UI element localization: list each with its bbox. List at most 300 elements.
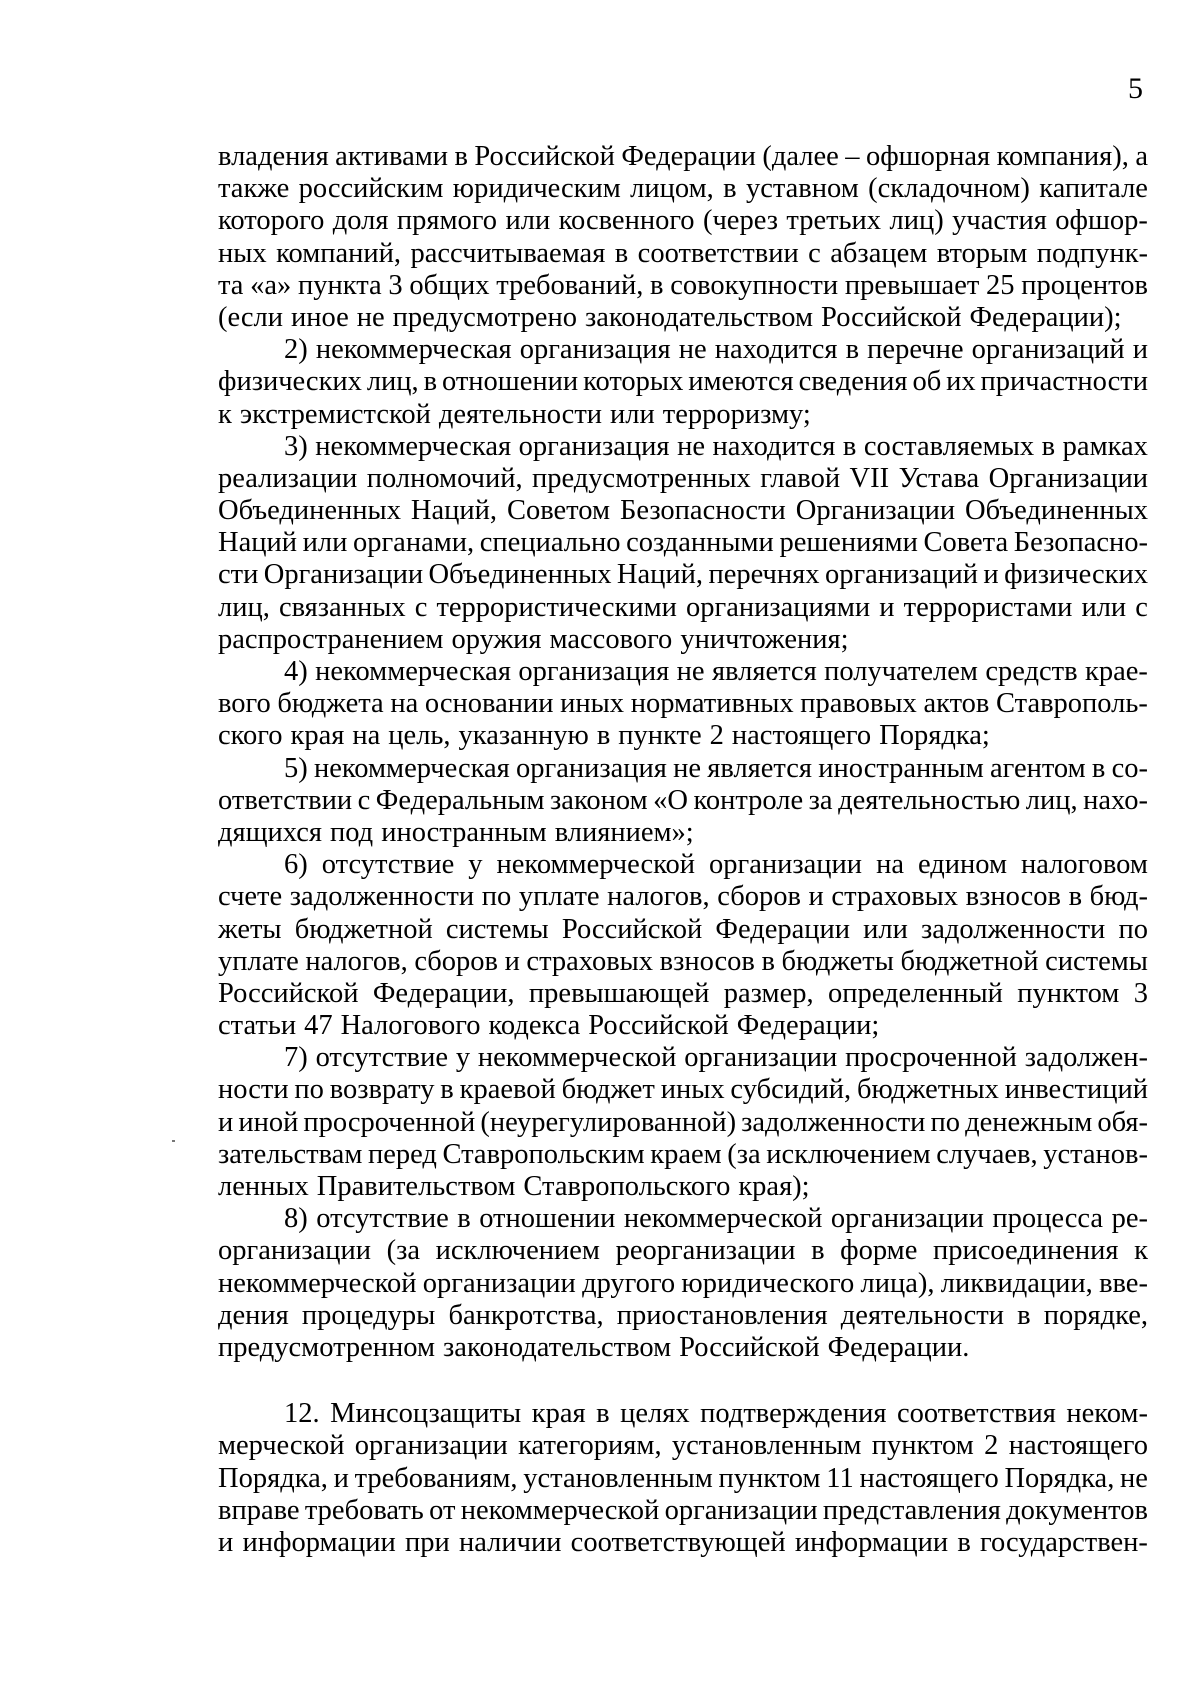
word: или: [863, 913, 908, 945]
text-line: [218, 1463, 1148, 1495]
word: косвенного: [558, 205, 695, 237]
word: капитале: [1039, 173, 1148, 205]
word: юридического: [681, 1267, 855, 1299]
word: получателем: [824, 656, 978, 687]
word: и: [218, 1106, 234, 1138]
word: на: [876, 849, 904, 881]
word: некоммерческой: [477, 1042, 677, 1074]
word: уставном: [745, 173, 859, 205]
word: категориям,: [518, 1430, 662, 1462]
word: задолженности: [289, 881, 475, 913]
text-line: [218, 1300, 1148, 1332]
word: организации: [684, 1042, 838, 1074]
word: 4): [284, 656, 308, 687]
word: бюджетных: [856, 1074, 999, 1106]
word: системы: [1045, 945, 1148, 977]
text-line: [218, 881, 1148, 913]
word: (если: [218, 301, 283, 333]
word: Российской: [588, 1010, 729, 1042]
word: установ-: [1043, 1138, 1148, 1170]
word: и: [879, 591, 895, 623]
word: требований,: [496, 269, 644, 301]
word: исключением: [766, 1138, 931, 1170]
word: а: [1135, 141, 1148, 172]
word: форме: [840, 1235, 918, 1267]
word: связанных: [278, 591, 406, 623]
document-body: [218, 141, 1148, 1559]
word: лиц): [889, 205, 944, 237]
word: определенный: [827, 977, 1003, 1009]
word: перед: [367, 1138, 437, 1170]
word: основании: [424, 688, 554, 720]
word: возврату: [329, 1074, 435, 1106]
word: в: [845, 334, 860, 366]
word: распространением: [218, 623, 444, 655]
word: установленным: [523, 1462, 713, 1494]
word: статьи: [218, 1010, 297, 1042]
word: пунктом: [1017, 977, 1120, 1009]
word: является: [707, 752, 812, 784]
text-line: [218, 559, 1148, 591]
word: некоммерческая: [313, 752, 510, 784]
word: лиц,: [1025, 784, 1078, 816]
word: компания),: [996, 141, 1129, 172]
word: является: [711, 656, 817, 687]
word: при: [405, 1526, 450, 1558]
word: пункта: [298, 269, 382, 301]
word: совокупности: [670, 269, 839, 301]
word: случаев,: [936, 1138, 1038, 1170]
word: Российской: [561, 913, 703, 945]
word: уплате: [518, 881, 600, 913]
word: некоммерческая: [315, 334, 512, 366]
word: рассчитываемая: [410, 237, 606, 269]
page-number: 5: [1128, 72, 1143, 105]
text-line: [218, 431, 1148, 463]
word: страховых: [831, 881, 959, 913]
word: об: [912, 366, 942, 398]
word: организация: [518, 656, 670, 687]
word: организации: [422, 1267, 576, 1299]
word: Объединенных: [965, 495, 1148, 527]
text-line: [218, 849, 1148, 881]
word: бюджета: [277, 688, 384, 720]
word: Федерации: [715, 913, 851, 945]
word: (за: [386, 1235, 421, 1267]
word: влиянием»;: [554, 816, 694, 848]
word: лиц,: [218, 591, 270, 623]
word: не: [356, 301, 385, 333]
text-line: [218, 399, 1148, 431]
word: краевой: [459, 1074, 556, 1106]
word: законом: [550, 784, 648, 816]
word: сборов: [414, 945, 499, 977]
text-line: [218, 1171, 1148, 1203]
text-line: [218, 366, 1148, 398]
word: Налогового: [340, 1010, 481, 1042]
word: сведения: [798, 366, 908, 398]
word: организация: [518, 430, 670, 462]
word: Наций,: [410, 495, 498, 527]
word: Совета: [923, 527, 1009, 559]
word: «О: [653, 784, 688, 816]
word: организация: [519, 334, 671, 366]
text-line: [218, 1398, 1148, 1430]
word: не: [677, 430, 705, 462]
word: причастности: [980, 366, 1148, 398]
word: указанную: [458, 720, 589, 752]
word: налогов,: [305, 945, 408, 977]
word: отсутствие: [315, 1042, 449, 1074]
word: абзацем: [830, 237, 928, 269]
word: Устава: [898, 462, 980, 494]
word: деятельности: [840, 1299, 1004, 1331]
word: подтверждения: [700, 1398, 887, 1430]
word: 6): [284, 849, 308, 881]
word: контроле: [693, 784, 804, 816]
text-line: [218, 238, 1148, 270]
word: иностранным: [818, 752, 984, 784]
word: третьих: [786, 205, 882, 237]
word: отсутствие: [321, 849, 455, 881]
word: превышает: [844, 269, 980, 301]
word: в: [614, 237, 629, 269]
word: составляемых: [863, 430, 1035, 462]
word: 3: [1133, 977, 1148, 1009]
word: физических: [1004, 559, 1148, 591]
word: требованиям,: [354, 1462, 518, 1494]
word: с: [808, 237, 821, 269]
text-line: [218, 527, 1148, 559]
word: краем: [650, 1138, 722, 1170]
word: компаний,: [276, 237, 402, 269]
word: края: [531, 1398, 586, 1430]
word: террористами: [903, 591, 1073, 623]
word: решениями: [779, 527, 918, 559]
word: пунктом: [871, 1430, 974, 1462]
word: Ставропольского: [523, 1171, 731, 1202]
word: –: [845, 141, 860, 172]
word: от: [429, 1494, 456, 1526]
word: организации: [830, 1203, 984, 1235]
word: в: [454, 141, 468, 172]
word: и: [504, 945, 520, 977]
word: уничтожения;: [680, 623, 849, 655]
word: Организации: [263, 559, 424, 591]
text-line: [218, 141, 1148, 173]
word: не: [678, 334, 707, 366]
word: бюджет: [561, 1074, 655, 1106]
word: Федеральным: [375, 784, 545, 816]
word: информации: [794, 1526, 949, 1558]
word: некоммерческая: [315, 430, 512, 462]
word: денежным: [965, 1106, 1093, 1138]
word: в: [842, 430, 857, 462]
word: уплате: [218, 945, 299, 977]
word: 12.: [284, 1398, 320, 1430]
word: Федерации;: [736, 1010, 880, 1042]
word: соответствии: [637, 237, 799, 269]
word: к: [218, 398, 232, 430]
word: неком-: [1066, 1398, 1148, 1430]
word: организации: [709, 849, 863, 881]
word: организаций: [971, 334, 1125, 366]
word: в: [423, 366, 438, 398]
word: сти: [218, 559, 259, 591]
text-line: [218, 1107, 1148, 1139]
word: порядке,: [1043, 1299, 1148, 1331]
word: дения: [218, 1299, 289, 1331]
word: или: [302, 527, 348, 559]
word: едином: [918, 849, 1008, 881]
word: страховых: [526, 945, 654, 977]
word: по: [1118, 913, 1148, 945]
text-line: [218, 1527, 1148, 1559]
word: не: [676, 656, 705, 687]
word: оружия: [451, 623, 542, 655]
word: рамках: [1062, 430, 1148, 462]
text-line: [218, 753, 1148, 785]
word: которых: [583, 366, 684, 398]
word: по: [294, 1074, 324, 1106]
word: законодательством: [443, 1331, 672, 1363]
word: 2: [984, 1430, 999, 1462]
word: и: [983, 559, 999, 591]
word: (далее: [762, 141, 839, 172]
text-line: [218, 463, 1148, 495]
word: установленным: [671, 1430, 862, 1462]
word: настоящего: [731, 720, 872, 752]
text-line: [218, 656, 1148, 688]
text-line: [218, 688, 1148, 720]
text-line: [218, 1235, 1148, 1267]
word: бюд-: [1089, 881, 1148, 913]
word: ответствии: [218, 784, 353, 816]
text-line: [218, 817, 1148, 849]
word: российским: [298, 173, 444, 205]
word: целях: [620, 1398, 690, 1430]
word: некоммерческая: [315, 656, 511, 687]
text-line: [218, 1042, 1148, 1074]
word: отсутствие: [316, 1203, 449, 1235]
word: инвестиций: [1004, 1074, 1148, 1106]
word: на: [352, 720, 381, 752]
word: задолжен-: [1024, 1042, 1148, 1074]
word: юридическим: [452, 173, 621, 205]
word: в: [1017, 1299, 1031, 1331]
word: (неурегулированной): [480, 1106, 737, 1138]
word: 2: [709, 720, 724, 752]
word: у: [468, 849, 483, 881]
word: нахо-: [1083, 784, 1148, 816]
word: задолженности: [741, 1106, 926, 1138]
word: реализации: [218, 462, 358, 494]
word: в: [761, 945, 775, 977]
word: с: [357, 784, 371, 816]
text-line: [218, 592, 1148, 624]
word: вправе: [218, 1494, 300, 1526]
word: лиц,: [366, 366, 419, 398]
word: цель,: [388, 720, 451, 752]
text-line: [218, 1268, 1148, 1300]
text-line: [218, 173, 1148, 205]
word: присоединения: [932, 1235, 1119, 1267]
word: 7): [284, 1042, 308, 1074]
word: экстремистской: [239, 398, 431, 430]
word: не: [1120, 1462, 1148, 1494]
word: представления: [822, 1494, 1001, 1526]
word: или: [610, 398, 655, 430]
word: организациями: [686, 591, 871, 623]
word: некоммерческой: [218, 1267, 417, 1299]
word: в: [440, 1074, 454, 1106]
word: ликвидации,: [940, 1267, 1093, 1299]
word: находится: [714, 334, 838, 366]
word: просроченной: [303, 1106, 476, 1138]
word: не: [673, 752, 702, 784]
word: Ставрополь-: [996, 688, 1148, 720]
word: организаций: [824, 559, 978, 591]
word: организация: [516, 752, 667, 784]
word: с: [1135, 591, 1148, 623]
word: соответствия: [896, 1398, 1056, 1430]
word: Безопасности: [619, 495, 786, 527]
word: ности: [218, 1074, 289, 1106]
word: Российской: [679, 1331, 820, 1363]
word: 5): [284, 752, 308, 784]
word: отношении: [441, 366, 579, 398]
text-line: [218, 624, 1148, 656]
word: Безопасно-: [1013, 527, 1148, 559]
word: процедуры: [301, 1299, 436, 1331]
text-line: [218, 1430, 1148, 1462]
word: главой: [760, 462, 841, 494]
word: другого: [582, 1267, 676, 1299]
word: обя-: [1097, 1106, 1148, 1138]
word: массового: [549, 623, 673, 655]
word: иных: [560, 688, 625, 720]
text-line: [218, 1332, 1148, 1364]
word: требовать: [304, 1494, 424, 1526]
word: в: [811, 1235, 825, 1267]
word: законодательством: [584, 301, 814, 333]
word: пункте: [618, 720, 702, 752]
word: просроченной: [845, 1042, 1017, 1074]
word: бюджетной: [294, 913, 433, 945]
word: Порядка;: [879, 720, 990, 752]
word: активами: [335, 141, 449, 172]
text-line: [218, 270, 1148, 302]
word: государствен-: [980, 1526, 1148, 1558]
word: Федерации);: [969, 301, 1122, 333]
word: 47: [304, 1010, 333, 1042]
word: лицом,: [630, 173, 714, 205]
word: в: [650, 269, 664, 301]
word: приостановления: [616, 1299, 828, 1331]
word: нормативных: [630, 688, 794, 720]
word: офшорная: [865, 141, 991, 172]
word: находится: [712, 430, 836, 462]
word: информации: [242, 1526, 396, 1558]
word: Наций,: [616, 559, 704, 591]
word: Ставропольским: [442, 1138, 645, 1170]
word: или: [505, 205, 551, 237]
word: специально: [479, 527, 621, 559]
word: вого: [218, 688, 271, 720]
word: предусмотренном: [218, 1331, 436, 1363]
word: средств: [985, 656, 1078, 687]
word: офшор-: [1055, 205, 1148, 237]
word: Организации: [988, 462, 1148, 494]
word: деятельности: [438, 398, 603, 430]
text-line: [218, 1010, 1148, 1042]
word: общих: [409, 269, 490, 301]
word: в: [1091, 752, 1106, 784]
word: VII: [849, 462, 890, 494]
word: в: [596, 1398, 610, 1430]
word: агентом: [989, 752, 1086, 784]
word: также: [218, 173, 290, 205]
word: реорганизации: [615, 1235, 796, 1267]
word: террористическими: [436, 591, 677, 623]
word: сборов: [717, 881, 801, 913]
word: (за: [727, 1138, 761, 1170]
word: 3: [388, 269, 403, 301]
word: кодекса: [488, 1010, 581, 1042]
word: та: [218, 269, 244, 301]
text-line: [218, 205, 1148, 237]
word: некоммерческой: [460, 1494, 660, 1526]
word: и: [1132, 334, 1148, 366]
word: взносов: [965, 881, 1061, 913]
word: процентов: [1021, 269, 1148, 301]
word: 11: [826, 1462, 854, 1494]
word: перечнях: [708, 559, 820, 591]
word: 2): [284, 334, 308, 366]
text-line: [218, 495, 1148, 527]
word: ленных: [218, 1171, 309, 1202]
word: жеты: [218, 913, 282, 945]
text-line: [218, 334, 1148, 366]
word: Организации: [795, 495, 956, 527]
word: в: [1041, 430, 1056, 462]
word: лица),: [860, 1267, 935, 1299]
word: Объединенных: [428, 559, 612, 591]
word: (складочном): [868, 173, 1030, 205]
word: Советом: [506, 495, 611, 527]
word: Правительством: [316, 1171, 516, 1202]
word: Российской: [218, 977, 359, 1009]
word: иное: [290, 301, 349, 333]
word: бюджеты: [781, 945, 894, 977]
word: наличии: [458, 1526, 562, 1558]
word: документов: [1006, 1494, 1148, 1526]
word: взносов: [659, 945, 755, 977]
word: превышающей: [528, 977, 710, 1009]
word: Минсоцзащиты: [330, 1398, 522, 1430]
word: доля: [332, 205, 389, 237]
word: полномочий,: [366, 462, 523, 494]
word: со-: [1111, 752, 1148, 784]
word: организации: [664, 1494, 818, 1526]
word: актов: [923, 688, 990, 720]
word: бюджетной: [900, 945, 1039, 977]
word: счете: [218, 881, 283, 913]
word: Федерации.: [827, 1331, 970, 1363]
word: края: [290, 720, 345, 752]
word: ных: [218, 237, 267, 269]
word: субсидий,: [730, 1074, 852, 1106]
